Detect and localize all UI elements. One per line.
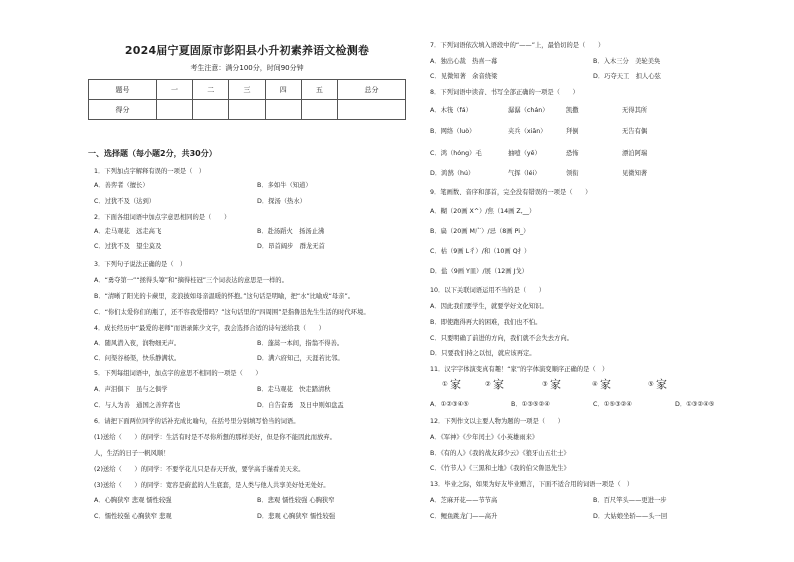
question-6-item-1: (1)送给（ ）的同学：生活有时是不尽你所想的那样美好，但是你不能因此而放弃。 (94, 434, 336, 441)
question-6-item-1-cont: 人，生活的日子一帆风顺！ (94, 450, 170, 457)
option-3b[interactable]: B．“清晰了阳光的卡蕨里，麦浪披如母亲温暖的怀抱。”这句话是明喻，把“水”比喻成“母亲”。 (94, 293, 355, 300)
score-cell[interactable] (265, 100, 301, 120)
option-13b[interactable]: B．百尺竿头——更进一步 (593, 497, 667, 504)
option-8b-word4: 无告有偶 (622, 128, 648, 135)
option-6a[interactable]: A．心胸狭窄 悲观 懦性较强 (94, 497, 172, 504)
option-10d[interactable]: D．只要我们持之以恒，就应该再定。 (430, 350, 536, 357)
option-9b[interactable]: B．扁（20画 M广）/忌（8画 Pi_） (430, 228, 530, 235)
question-6-item-2: (2)送给（ ）的同学：不要学花儿只是春天开放，要学高手谨看美天来。 (94, 466, 305, 473)
option-12c[interactable]: C．《竹节人》《三黑和土地》《我的伯父鲁迅先生》 (430, 465, 570, 472)
option-5a[interactable]: A．声泪俱下 虽与之俱学 (94, 386, 168, 393)
question-6-item-3: (3)送给（ ）的同学：宽容是蔚蓝的人生底套，是人类与他人共享美好处无处好。 (94, 482, 330, 489)
option-8b-word3: 拜倒 (566, 128, 579, 135)
glyph-5-label: ⑤ (648, 381, 654, 388)
option-11a[interactable]: A．①②③④⑤ (430, 401, 469, 408)
option-6c[interactable]: C．懦性较强 心胸狭窄 悲观 (94, 513, 172, 520)
score-header-cell: 五 (301, 80, 337, 100)
option-1d[interactable]: D．探汤（热水） (257, 198, 306, 205)
score-header-cell: 二 (193, 80, 229, 100)
option-5c[interactable]: C．与人为善 通国之善弈者也 (94, 402, 181, 409)
option-2c[interactable]: C．过犹不及 望尘莫及 (94, 243, 162, 250)
option-8d-word2: 气挥（léi） (508, 170, 541, 177)
option-1b[interactable]: B．多如牛（知道） (257, 182, 312, 189)
question-3: 3．下列句子说法正确的是（ ） (94, 261, 187, 268)
option-11c[interactable]: C．①⑤③②④ (593, 401, 632, 408)
question-9: 9．笔画数、音序和部首，完全没有错误的一项是（ ） (430, 189, 592, 196)
option-8c-word4: 漂泊阿瑞 (622, 150, 648, 157)
glyph-4-icon: 家 (600, 378, 611, 391)
score-header-cell: 三 (229, 80, 265, 100)
exam-note: 考生注意：满分100分，时间90分钟 (190, 64, 304, 72)
option-7d[interactable]: D．巧夺天工 扣人心弦 (593, 73, 661, 80)
glyph-1-icon: 家 (450, 378, 461, 391)
section-heading: 一、选择题（每小题2分，共30分） (88, 149, 217, 158)
option-9d[interactable]: D．盐（9画 Y皿）/展（12画 J戈） (430, 268, 528, 275)
question-4: 4．成长经历中“最爱的老师”而语录陈少文字，我会选择合适的诗句送给我（ ） (94, 325, 325, 332)
option-8b-word1[interactable]: B．网络（luò） (430, 128, 476, 135)
option-13a[interactable]: A．芝麻开花——节节高 (430, 497, 498, 504)
score-header-row (89, 80, 406, 100)
question-12: 12．下列作文以主要人物为题的一项是（ ） (430, 418, 564, 425)
option-8a-word2: 潺潺（chán） (508, 107, 549, 114)
option-4b[interactable]: B．蓬蒿一本间，指翁不得善。 (257, 340, 344, 347)
score-header-cell: 一 (156, 80, 192, 100)
option-10c[interactable]: C．只要明确了前进的方向，我们就不会失去方向。 (430, 335, 573, 342)
question-11: 11．汉字字体演变真有趣！“家”的字体演变顺序正确的是（ ） (430, 366, 609, 373)
option-8c-word1[interactable]: C．鸿（hóng）毛 (430, 150, 482, 157)
score-cell[interactable] (338, 100, 406, 120)
option-12a[interactable]: A．《军神》《少年闰土》《小英雄雨来》 (430, 434, 539, 441)
option-8a-word3: 凯撒 (566, 107, 579, 114)
option-7c[interactable]: C．见微知著 余音绕梁 (430, 73, 498, 80)
option-3a[interactable]: A．“勇夺第一”“拯得头筹”和“摘得桂冠”三个词表达的意思是一样的。 (94, 277, 288, 284)
option-8c-word3: 恐怖 (566, 150, 579, 157)
option-8d-word4: 见微知著 (622, 170, 648, 177)
score-table (88, 79, 406, 120)
option-12b[interactable]: B．《有的人》《我的战友邱少云》《狼牙山五壮士》 (430, 450, 570, 457)
glyph-2-label: ② (485, 381, 491, 388)
option-8c-word2: 抽噎（yē） (508, 150, 541, 157)
question-8: 8．下列词语中读音、书写全部正确的一项是（ ） (430, 89, 579, 96)
glyph-3-label: ③ (542, 381, 548, 388)
question-10: 10．以下关联词语运用不当的是（ ） (430, 287, 546, 294)
option-2a[interactable]: A．走马观花 远走高飞 (94, 228, 162, 235)
option-4d[interactable]: D．满六府知己，天涯若比邻。 (257, 355, 344, 362)
option-5b[interactable]: B．走马观花 快走踏清秋 (257, 386, 331, 393)
score-cell[interactable] (156, 100, 192, 120)
option-13c[interactable]: C．鲤鱼跳龙门——高升 (430, 513, 498, 520)
score-cell[interactable] (229, 100, 265, 120)
option-1a[interactable]: A．善弈者（擅长） (94, 182, 149, 189)
option-8a-word1[interactable]: A．木筏（fá） (430, 107, 472, 114)
option-7b[interactable]: B．入木三分 美轮美奂 (593, 58, 661, 65)
option-4a[interactable]: A．随风潜入夜，润物细无声。 (94, 340, 181, 347)
option-6d[interactable]: D．悲观 心胸狭窄 懦性较强 (257, 513, 336, 520)
option-10a[interactable]: A．因此我们要学生，就要学好文化知识。 (430, 303, 548, 310)
option-7a[interactable]: A．独出心裁 热喜一幕 (430, 58, 498, 65)
option-8b-word2: 夹兵（xiān） (508, 128, 547, 135)
glyph-1-label: ① (442, 381, 448, 388)
score-header-cell: 题号 (89, 80, 157, 100)
option-8d-word1[interactable]: D．鸿鹄（hú） (430, 170, 475, 177)
option-8a-word4: 无得其所 (622, 107, 648, 114)
question-1: 1．下列加点字解释有误的一项是（ ） (94, 168, 206, 175)
score-row-label: 得分 (89, 100, 157, 120)
option-1c[interactable]: C．过犹不及（达到） (94, 198, 156, 205)
option-13d[interactable]: D．大姑娘坐轿——头一回 (593, 513, 668, 520)
score-cell[interactable] (193, 100, 229, 120)
glyph-4-label: ④ (592, 381, 598, 388)
score-header-cell: 四 (265, 80, 301, 100)
option-4c[interactable]: C．问渠谷杨渠，快乐静满状。 (94, 355, 181, 362)
score-row (89, 100, 406, 120)
score-header-cell: 总分 (338, 80, 406, 100)
option-8d-word3: 领衔 (566, 170, 579, 177)
question-13: 13．毕业之际，如果为好友毕业赠言，下面不适合用的词语一项是（ ） (430, 481, 634, 488)
question-6: 6．请把下面两位同学的话补充成比喻句，在括号里分别填写恰当的词语。 (94, 418, 300, 425)
option-9a[interactable]: A．糊（20画 X^）/焦（14画 Z,__） (430, 208, 536, 215)
option-11d[interactable]: D．①③②④⑤ (675, 401, 715, 408)
glyph-5-icon: 家 (656, 378, 667, 391)
glyph-3-icon: 家 (550, 378, 561, 391)
option-5d[interactable]: D．自告奋勇 及日中则如盘盂 (257, 402, 344, 409)
option-9c[interactable]: C．枯（9画 L彳）/和（10画 Q扌） (430, 248, 531, 255)
option-2d[interactable]: D．昂首阔步 群龙无首 (257, 243, 325, 250)
glyph-2-icon: 家 (493, 378, 504, 391)
option-11b[interactable]: B．①③⑤②④ (511, 401, 550, 408)
score-cell[interactable] (301, 100, 337, 120)
option-3c[interactable]: C．“你们太爱你们的瓶了，还不容我爱惜吗？”这句话里的“四周围”是指鲁迅先生生活的时代环境。 (94, 309, 370, 316)
option-2b[interactable]: B．赴汤蹈火 扬汤止沸 (257, 228, 325, 235)
option-10b[interactable]: B．即使跑得再大的困难，我们也不怕。 (430, 319, 542, 326)
question-2: 2．下面各组词语中加点字意思相同的是（ ） (94, 214, 231, 221)
question-7: 7．下列词语依次填入语段中的“——”上，最恰切的是（ ） (430, 42, 605, 49)
option-6b[interactable]: B．悲观 懦性较强 心胸狭窄 (257, 497, 335, 504)
exam-title: 2024届宁夏固原市彭阳县小升初素养语文检测卷 (124, 44, 370, 57)
question-5: 5．下列每组词语中，加点字的意思不相同的一项是（ ） (94, 370, 262, 377)
